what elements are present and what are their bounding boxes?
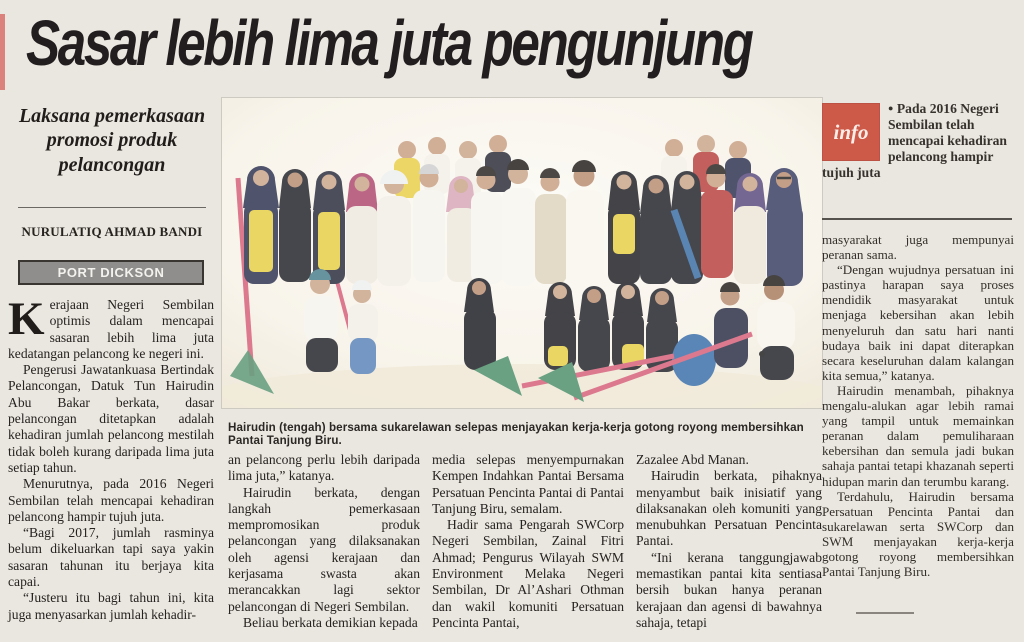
paragraph: Hairudin berkata, dengan langkah pemerkasaan mempromosikan produk pelancongan yang dilaksanakan oleh agensi kerajaan dan kerjasama swasta akan merancakkan lagi sektor pelancongan di Negeri Sembilan.: [228, 484, 420, 614]
paragraph: Beliau berkata demikian kepada: [243, 614, 418, 630]
paragraph: Menurutnya, pada 2016 Negeri Sembilan telah mencapai kehadiran pelancong hampir tujuh juta.: [8, 476, 214, 524]
article-end-rule: [856, 612, 914, 614]
paragraph: [8, 293, 214, 362]
page-edge-mark: [0, 14, 5, 90]
paragraph: Hairudin menambah, pihaknya mengalu-alukan agar lebih ramai yang tampil untuk memainkan peranan dalam pemuliharaan kebersihan dan semula jadi bukan sahaja pantai tetapi khazanah seperti hidupan marin dan terumbu karang.: [822, 382, 1014, 489]
paragraph: “Ini kerana tanggungjawab memastikan pantai kita sentiasa bersih bukan hanya peranan kerajaan dan agensi di bawahnya sahaja, tetapi: [636, 549, 822, 630]
paragraph: Terdahulu, Hairudin bersama Persatuan Pencinta Pantai dan sukarelawan serta SWCorp dan SWM menjayakan kerja-kerja gotong royong membersihkan Pantai Tanjung Biru.: [822, 488, 1014, 580]
byline: NURULATIQ AHMAD BANDI: [21, 224, 203, 239]
info-text: Pada 2016 Negeri Sembilan telah mencapai kehadiran pelancong hampir tujuh juta: [822, 101, 1007, 180]
article-photo: [222, 98, 822, 408]
paragraph: “Justeru itu bagi tahun ini, kita juga menyasarkan jumlah kehadir-: [8, 590, 214, 622]
info-divider: [822, 218, 1012, 220]
paragraph: Hadir sama Pengarah SWCorp Negeri Sembilan, Zainal Fitri Ahmad; Pengurus Wilayah SWM Environment Melaka Negeri Sembilan, Dr Al’Ashari Othman dan wakil komuniti Persatuan Pencinta Pantai,: [432, 517, 624, 630]
info-badge: info: [822, 103, 880, 161]
photo-caption: Hairudin (tengah) bersama sukarelawan selepas menjayakan kerja-kerja gotong royong membersihkan Pantai Tanjung Biru.: [228, 421, 804, 447]
paragraph: masyarakat juga mempunyai peranan sama.: [822, 232, 1014, 263]
article-headline: Sasar lebih lima juta pengunjung: [26, 7, 752, 79]
paragraph: “Bagi 2017, jumlah rasminya belum dikeluarkan tapi saya yakin sasaran tahunan itu berjaya kita capai.: [8, 525, 214, 590]
article-column-2: [228, 452, 420, 631]
byline-divider: [18, 207, 206, 208]
paragraph: Zazalee Abd Manan.: [636, 452, 749, 467]
drop-cap: K: [8, 293, 45, 345]
article-column-3: [432, 452, 624, 631]
paragraph: Pengerusi Jawatankuasa Bertindak Pelancongan, Datuk Tun Hairudin Abu Bakar berkata, dasar pelancongan ditetapkan adalah kehadiran jumlah pelancong mestilah tidak boleh kurang daripada lima juta setiap tahun.: [8, 362, 214, 475]
info-box: [822, 100, 1015, 181]
article-column-5: [822, 232, 1014, 579]
paragraph-text: erajaan Negeri Sembilan optimis dalam mencapai sasaran lebih lima juta kedatangan pelancong ke negeri ini.: [8, 297, 214, 361]
info-bullet: ●: [888, 103, 894, 113]
article-subtitle: Laksana pemerkasaan promosi produk pelancongan: [18, 105, 206, 176]
article-column-4: [636, 452, 822, 631]
paragraph: media selepas menyempurnakan Kempen Indahkan Pantai Bersama Persatuan Pencinta Pantai di Pantai Tanjung Biru, semalam.: [432, 452, 624, 516]
location-tag: PORT DICKSON: [18, 260, 204, 285]
article-column-1: [8, 293, 214, 623]
paragraph: Hairudin berkata, pihaknya menyambut baik inisiatif yang dilaksanakan oleh komuniti yang menubuhkan Persatuan Pencinta Pantai.: [636, 468, 822, 549]
paragraph: “Dengan wujudnya persatuan ini pastinya harapan saya proses mendidik masyarakat untuk menjaga kebersihan akan lebih menyeluruh dan satu hari nanti budaya baik ini dapat diterapkan secara keseluruhan dalam kalangan kita semua,” katanya.: [822, 262, 1014, 383]
group-photo-illustration: [222, 98, 822, 408]
paragraph: an pelancong perlu lebih daripada lima juta,” katanya.: [228, 452, 420, 484]
